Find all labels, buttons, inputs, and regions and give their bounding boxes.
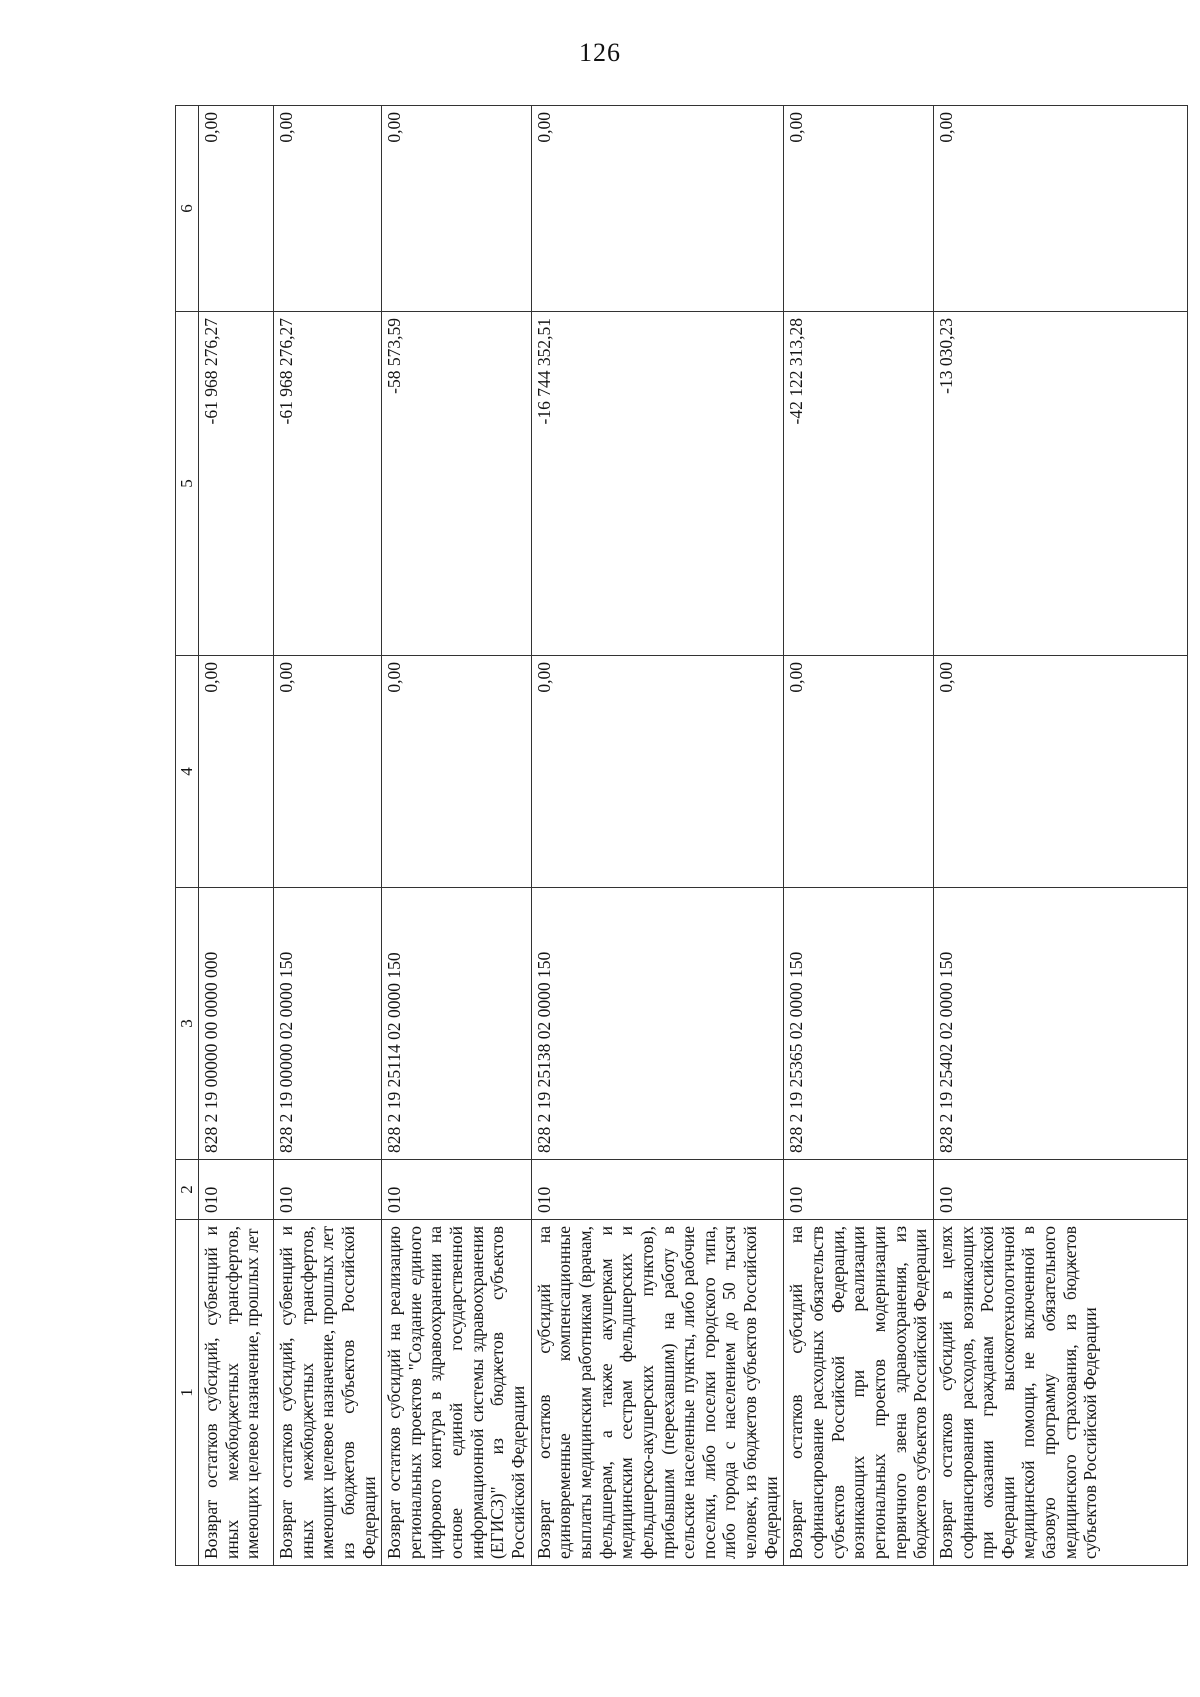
row-col5-value: -13 030,23 bbox=[933, 312, 1187, 656]
table-row bbox=[274, 106, 382, 1566]
row-line-code: 010 bbox=[531, 1160, 784, 1220]
row-line-code: 010 bbox=[784, 1160, 933, 1220]
table-row bbox=[531, 106, 784, 1566]
row-budget-code: 828 2 19 00000 02 0000 150 bbox=[274, 888, 382, 1160]
row-description: Возврат остатков субсидий на реализацию региональных проектов "Создание единого цифрового контура в здравоохранении на основе единой государственной информационной системы здравоохранения (ЕГИСЗ)" из бюджетов субъектов Российской Федерации bbox=[382, 1220, 531, 1566]
row-col6-value: 0,00 bbox=[382, 106, 531, 312]
row-col4-value: 0,00 bbox=[382, 656, 531, 888]
row-col5-value: -16 744 352,51 bbox=[531, 312, 784, 656]
column-header-3: 3 bbox=[176, 888, 199, 1160]
row-line-code: 010 bbox=[933, 1160, 1187, 1220]
row-col4-value: 0,00 bbox=[274, 656, 382, 888]
row-description: Возврат остатков субсидий в целях софинансирования расходов, возникающих при оказании гражданам Российской Федерации высокотехнологичной медицинской помощи, не включенной в базовую программу обязательного медицинского страхования, из бюджетов субъектов Российской Федерации bbox=[933, 1220, 1187, 1566]
header-row bbox=[176, 106, 199, 1566]
table-row bbox=[933, 106, 1187, 1566]
page-number: 126 bbox=[579, 38, 621, 67]
row-description: Возврат остатков субсидий на единовременные компенсационные выплаты медицинским работникам (врачам, фельдшерам, а также акушеркам и медицинским сестрам фельдшерских и фельдшерско-акушерских пунктов), прибывшим (переехавшим) на работу в сельские населенные пункты, либо рабочие поселки, либо поселки городского типа, либо города с населением до 50 тысяч человек, из бюджетов субъектов Российской Федерации bbox=[531, 1220, 784, 1566]
table-row bbox=[199, 106, 274, 1566]
row-col6-value: 0,00 bbox=[199, 106, 274, 312]
row-line-code: 010 bbox=[382, 1160, 531, 1220]
row-description: Возврат остатков субсидий на софинансирование расходных обязательств субъектов Российской Федерации, возникающих при реализации региональных проектов модернизации первичного звена здравоохранения, из бюджетов субъектов Российской Федерации bbox=[784, 1220, 933, 1566]
rotated-table-frame bbox=[175, 106, 1131, 1566]
table-row bbox=[784, 106, 933, 1566]
row-line-code: 010 bbox=[199, 1160, 274, 1220]
report-table bbox=[175, 105, 1188, 1566]
row-budget-code: 828 2 19 00000 00 0000 000 bbox=[199, 888, 274, 1160]
row-col6-value: 0,00 bbox=[784, 106, 933, 312]
column-header-4: 4 bbox=[176, 656, 199, 888]
row-budget-code: 828 2 19 25138 02 0000 150 bbox=[531, 888, 784, 1160]
row-col5-value: -58 573,59 bbox=[382, 312, 531, 656]
row-col6-value: 0,00 bbox=[933, 106, 1187, 312]
row-budget-code: 828 2 19 25114 02 0000 150 bbox=[382, 888, 531, 1160]
column-header-1: 1 bbox=[176, 1220, 199, 1566]
column-header-2: 2 bbox=[176, 1160, 199, 1220]
row-line-code: 010 bbox=[274, 1160, 382, 1220]
row-description: Возврат остатков субсидий, субвенций и иных межбюджетных трансфертов, имеющих целевое назначение, прошлых лет из бюджетов субъектов Российской Федерации bbox=[274, 1220, 382, 1566]
row-col5-value: -42 122 313,28 bbox=[784, 312, 933, 656]
row-col4-value: 0,00 bbox=[933, 656, 1187, 888]
row-col5-value: -61 968 276,27 bbox=[274, 312, 382, 656]
row-budget-code: 828 2 19 25402 02 0000 150 bbox=[933, 888, 1187, 1160]
row-budget-code: 828 2 19 25365 02 0000 150 bbox=[784, 888, 933, 1160]
row-col4-value: 0,00 bbox=[531, 656, 784, 888]
table-row bbox=[382, 106, 531, 1566]
column-header-6: 6 bbox=[176, 106, 199, 312]
table-container bbox=[175, 106, 1131, 1566]
column-header-5: 5 bbox=[176, 312, 199, 656]
row-col4-value: 0,00 bbox=[784, 656, 933, 888]
row-col4-value: 0,00 bbox=[199, 656, 274, 888]
row-col6-value: 0,00 bbox=[531, 106, 784, 312]
row-col6-value: 0,00 bbox=[274, 106, 382, 312]
row-description: Возврат остатков субсидий, субвенций и иных межбюджетных трансфертов, имеющих целевое назначение, прошлых лет bbox=[199, 1220, 274, 1566]
row-col5-value: -61 968 276,27 bbox=[199, 312, 274, 656]
